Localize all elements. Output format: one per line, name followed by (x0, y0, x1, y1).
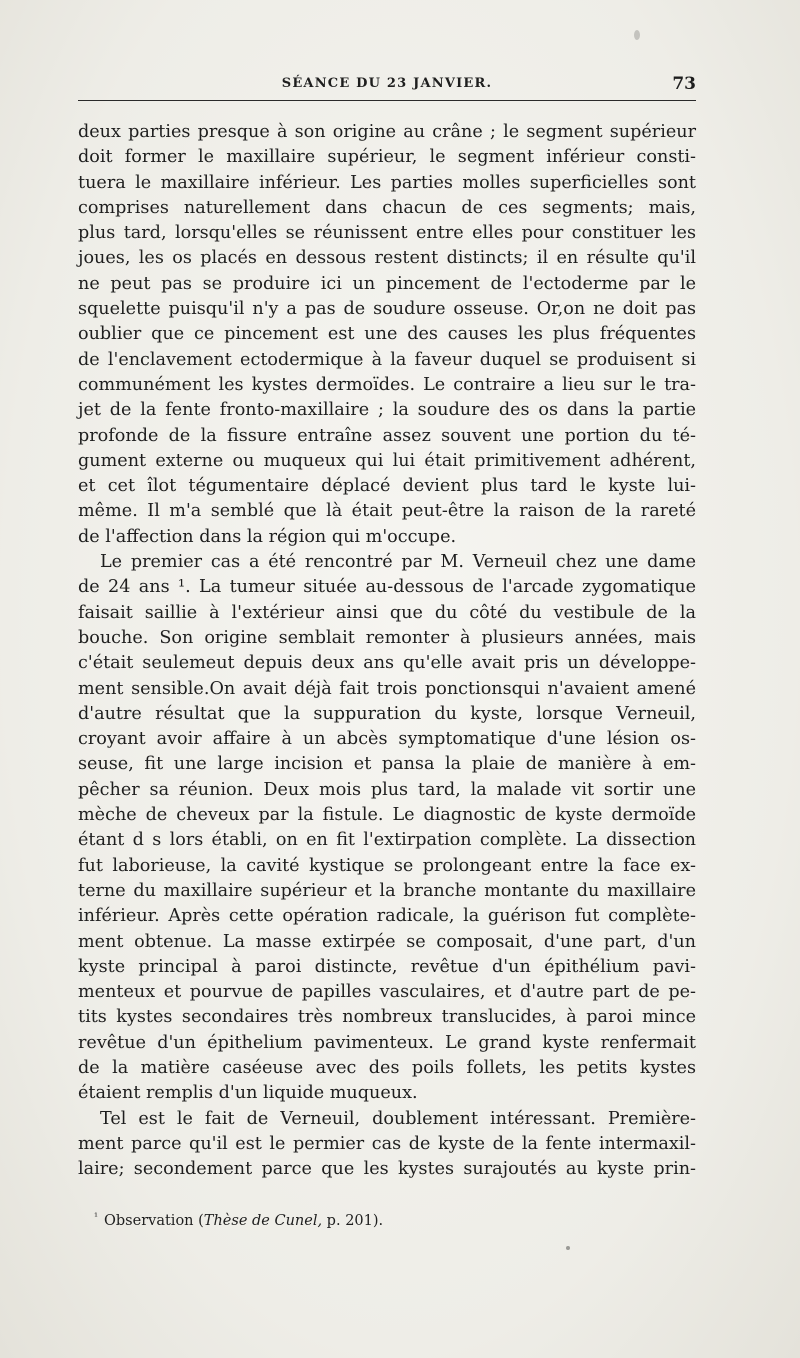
footnote-text-before: Observation ( (104, 1213, 204, 1229)
text-line: communément les kystes dermoïdes. Le contraire a lieu sur le tra- (78, 374, 696, 395)
text-line: profonde de la fissure entraîne assez souvent une portion du té- (78, 425, 696, 446)
header-rule (78, 100, 696, 101)
text-line: comprises naturellement dans chacun de ces segments; mais, (78, 197, 696, 218)
text-line: laire; secondement parce que les kystes surajoutés au kyste prin- (78, 1159, 696, 1180)
text-line: ment sensible.On avait déjà fait trois ponctionsqui n'avaient amené (78, 678, 696, 699)
text-line: jet de la fente fronto-maxillaire ; la soudure des os dans la partie (78, 400, 696, 421)
text-line: kyste principal à paroi distincte, revêtue d'un épithélium pavi- (78, 956, 696, 977)
text-line: seuse, fit une large incision et pansa la plaie de manière à em- (78, 754, 696, 775)
text-line: bouche. Son origine semblait remonter à plusieurs années, mais (78, 627, 696, 648)
paragraph (78, 550, 696, 1107)
text-line: squelette puisqu'il n'y a pas de soudure osseuse. Or,on ne doit pas (78, 299, 696, 320)
page-number: 73 (672, 74, 696, 94)
text-line: tits kystes secondaires très nombreux translucides, à paroi mince (78, 1007, 696, 1028)
text-line: joues, les os placés en dessous restent distincts; il en résulte qu'il (78, 248, 696, 269)
text-line: tuera le maxillaire inférieur. Les parties molles superficielles sont (78, 172, 696, 193)
text-line: d'autre résultat que la suppuration du kyste, lorsque Verneuil, (78, 703, 696, 724)
text-line: faisait saillie à l'extérieur ainsi que du côté du vestibule de la (78, 602, 696, 623)
text-line: gument externe ou muqueux qui lui était primitivement adhérent, (78, 450, 696, 471)
text-line: pêcher sa réunion. Deux mois plus tard, la malade vit sortir une (78, 779, 696, 800)
footnote (94, 1208, 383, 1231)
page-header (78, 76, 696, 96)
text-line: c'était seulemeut depuis deux ans qu'elle avait pris un développe- (78, 653, 696, 674)
text-line: revêtue d'un épithelium pavimenteux. Le grand kyste renfermait (78, 1032, 696, 1053)
text-line: plus tard, lorsqu'elles se réunissent entre elles pour constituer les (78, 223, 696, 244)
text-line: ment obtenue. La masse extirpée se composait, d'une part, d'un (78, 931, 696, 952)
text-line: ment parce qu'il est le permier cas de kyste de la fente intermaxil- (78, 1133, 696, 1154)
text-line: de l'enclavement ectodermique à la faveur duquel se produisent si (78, 349, 696, 370)
paragraph (78, 1107, 696, 1183)
text-line: terne du maxillaire supérieur et la branche montante du maxillaire (78, 880, 696, 901)
footnote-mark: ¹ (94, 1212, 99, 1223)
print-speck (634, 30, 640, 40)
print-speck (566, 1246, 570, 1250)
text-line: de la matière caséeuse avec des poils follets, les petits kystes (78, 1057, 696, 1078)
text-line: croyant avoir affaire à un abcès symptomatique d'une lésion os- (78, 729, 696, 750)
text-line: inférieur. Après cette opération radicale, la guérison fut complète- (78, 906, 696, 927)
text-line: Tel est le fait de Verneuil, doublement intéressant. Première- (100, 1108, 696, 1129)
text-line: étaient remplis d'un liquide muqueux. (78, 1083, 418, 1104)
text-line: doit former le maxillaire supérieur, le segment inférieur consti- (78, 147, 696, 168)
text-line: de 24 ans ¹. La tumeur située au-dessous de l'arcade zygomatique (78, 577, 696, 598)
footnote-text-after: p. 201). (322, 1213, 384, 1229)
text-line: étant d s lors établi, on en fit l'extirpation complète. La dissection (78, 830, 696, 851)
text-line: mèche de cheveux par la fistule. Le diagnostic de kyste dermoïde (78, 805, 696, 826)
text-line: deux parties presque à son origine au crâne ; le segment supérieur (78, 122, 696, 142)
running-title: SÉANCE DU 23 JANVIER. (281, 76, 493, 91)
paragraph (78, 120, 696, 550)
text-line: même. Il m'a semblé que là était peut-être la raison de la rareté (78, 501, 696, 522)
text-line: menteux et pourvue de papilles vasculaires, et d'autre part de pe- (78, 982, 696, 1003)
text-line: et cet îlot tégumentaire déplacé devient plus tard le kyste lui- (78, 476, 696, 497)
text-line: Le premier cas a été rencontré par M. Verneuil chez une dame (100, 552, 696, 573)
text-line: de l'affection dans la région qui m'occupe. (78, 526, 457, 547)
text-line: ne peut pas se produire ici un pincement de l'ectoderme par le (78, 273, 696, 294)
footnote-cited-title: Thèse de Cunel, (203, 1213, 323, 1229)
text-line: fut laborieuse, la cavité kystique se prolongeant entre la face ex- (78, 855, 696, 876)
body-text (78, 120, 696, 1182)
text-line: oublier que ce pincement est une des causes les plus fréquentes (78, 324, 696, 345)
